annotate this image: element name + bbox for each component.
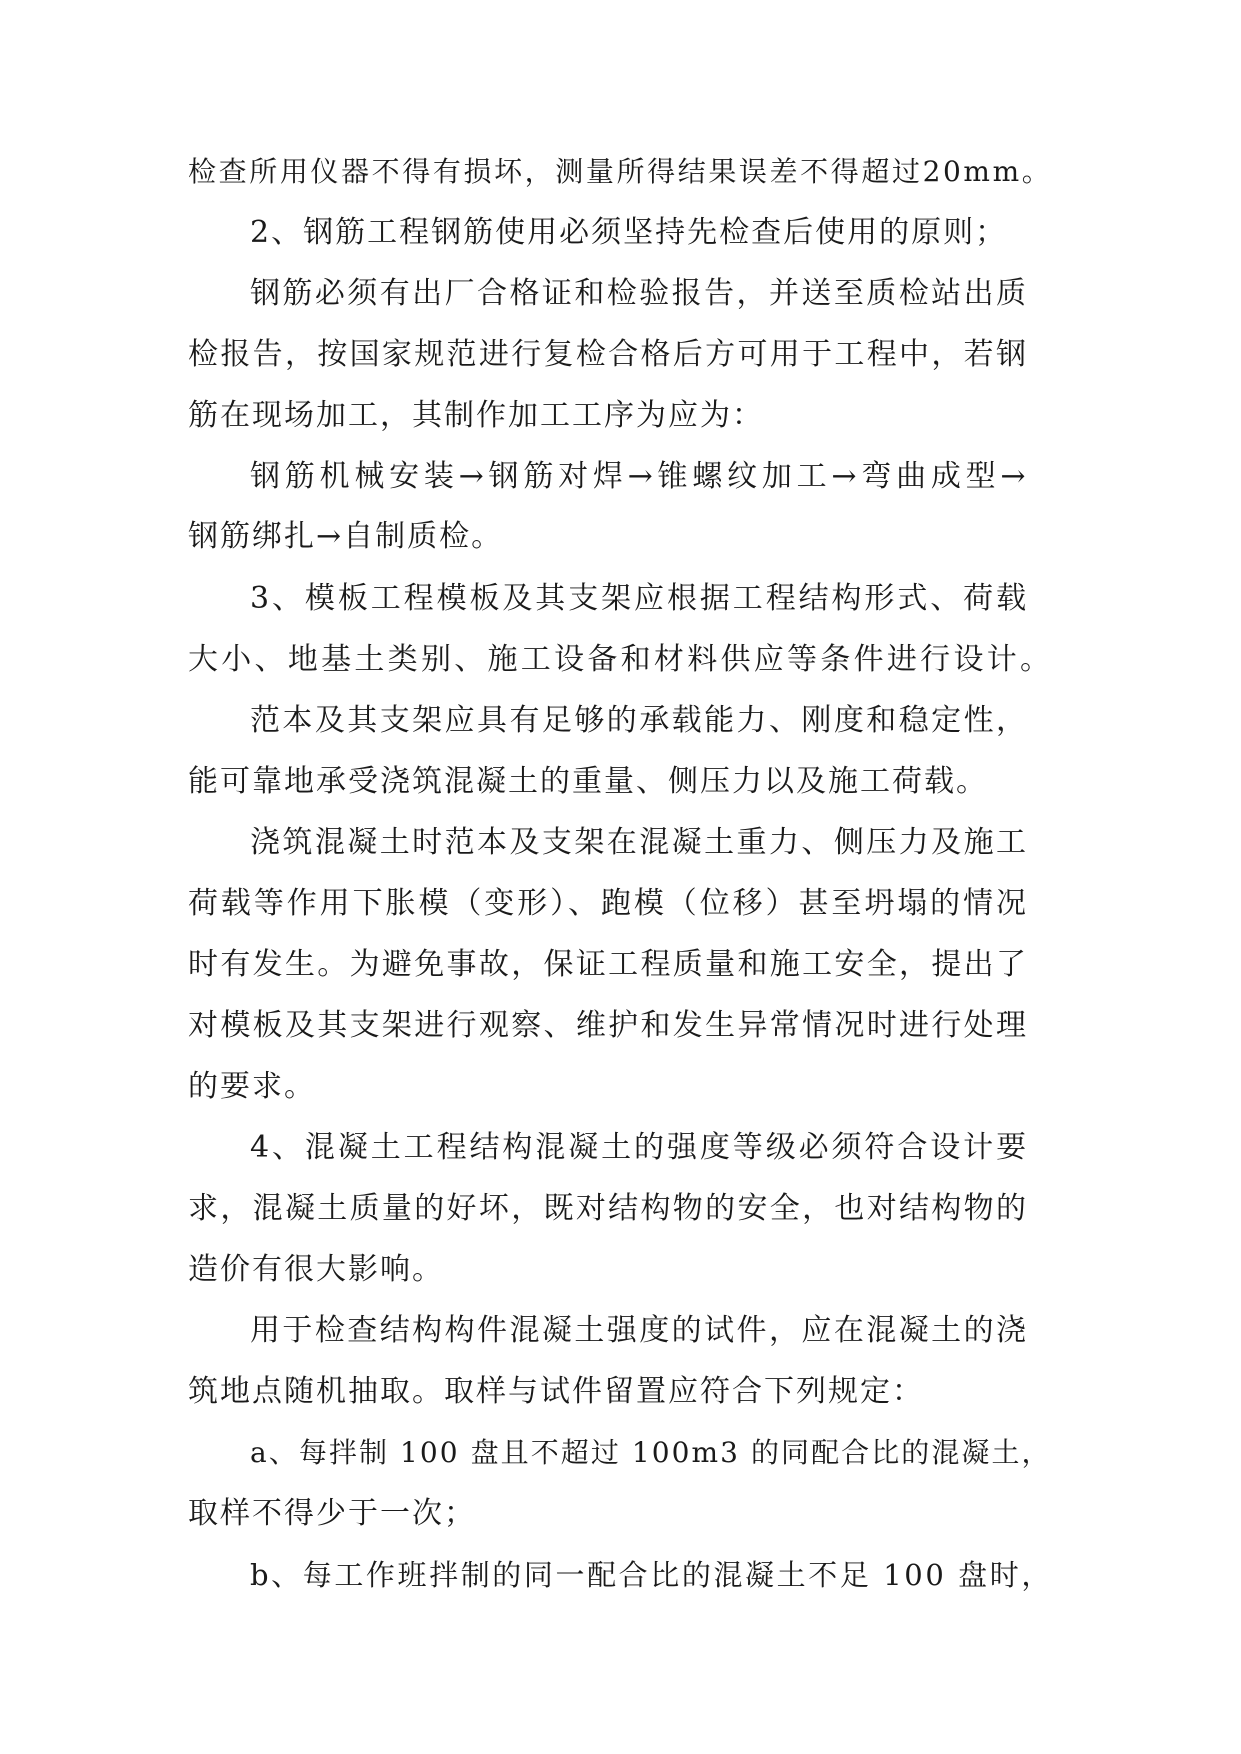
text-line: 能可靠地承受浇筑混凝土的重量、侧压力以及施工荷载。 xyxy=(188,764,988,799)
text-line: 时有发生。为避免事故，保证工程质量和施工安全，提出了 xyxy=(188,947,1029,982)
text-line: 2、钢筋工程钢筋使用必须坚持先检查后使用的原则； xyxy=(250,215,1008,250)
text-line: 钢筋绑扎→自制质检。 xyxy=(188,519,504,554)
text-line: 筋在现场加工，其制作加工工序为应为： xyxy=(188,398,764,433)
text-line: 检报告，按国家规范进行复检合格后方可用于工程中，若钢 xyxy=(188,337,1029,372)
text-line: 对模板及其支架进行观察、维护和发生异常情况时进行处理 xyxy=(188,1008,1029,1043)
text-line: 求，混凝土质量的好坏，既对结构物的安全，也对结构物的 xyxy=(188,1191,1029,1226)
text-line: 4、混凝土工程结构混凝土的强度等级必须符合设计要 xyxy=(250,1130,1029,1165)
text-line: 大小、地基土类别、施工设备和材料供应等条件进行设计。 xyxy=(188,642,1054,677)
text-line: a、每拌制 100 盘且不超过 100m3 的同配合比的混凝土， xyxy=(250,1436,1052,1469)
text-line: 浇筑混凝土时范本及支架在混凝土重力、侧压力及施工 xyxy=(250,825,1029,860)
text-line: 检查所用仪器不得有损坏，测量所得结果误差不得超过20mm。 xyxy=(188,155,1053,188)
text-line: b、每工作班拌制的同一配合比的混凝土不足 100 盘时， xyxy=(250,1558,1053,1592)
text-line: 造价有很大影响。 xyxy=(188,1252,444,1287)
text-line: 3、模板工程模板及其支架应根据工程结构形式、荷载 xyxy=(250,581,1029,616)
text-line: 钢筋必须有出厂合格证和检验报告，并送至质检站出质 xyxy=(250,276,1029,311)
text-line: 用于检查结构构件混凝土强度的试件，应在混凝土的浇 xyxy=(250,1313,1029,1348)
text-line: 钢筋机械安装→钢筋对焊→锥螺纹加工→弯曲成型→ xyxy=(250,459,1031,494)
text-line: 筑地点随机抽取。取样与试件留置应符合下列规定： xyxy=(188,1374,924,1409)
text-line: 取样不得少于一次； xyxy=(188,1496,476,1531)
text-line: 的要求。 xyxy=(188,1069,316,1104)
text-line: 荷载等作用下胀模（变形）、跑模（位移）甚至坍塌的情况 xyxy=(188,886,1029,921)
text-line: 范本及其支架应具有足够的承载能力、刚度和稳定性， xyxy=(250,703,1029,738)
